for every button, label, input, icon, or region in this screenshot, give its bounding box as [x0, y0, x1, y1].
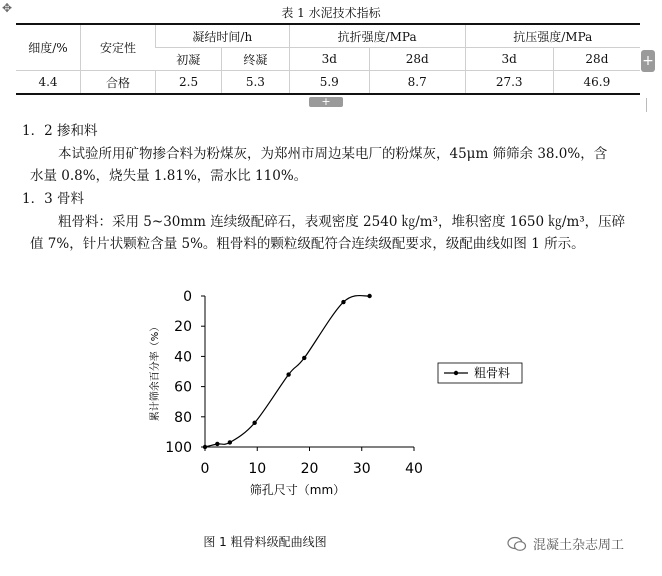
header-compressive-3d: 3d — [465, 48, 553, 71]
table-resize-edge[interactable] — [646, 98, 657, 112]
watermark-text: 混凝土杂志周工 — [533, 538, 625, 553]
cell-compressive-28d: 46.9 — [553, 71, 640, 95]
cell-fineness: 4.4 — [38, 75, 58, 89]
y-tick-label: 40 — [174, 349, 192, 366]
wechat-icon — [507, 536, 527, 552]
header-fineness: 细度/% — [16, 24, 81, 71]
section-1-3-paragraph-line-2: 值 7%，针片状颗粒含量 5%。粗骨料的颗粒级配符合连续级配要求，级配曲线如图 1 所示。 — [30, 236, 585, 252]
data-point — [252, 421, 256, 425]
x-tick-label: 30 — [352, 461, 371, 477]
legend-marker — [454, 371, 458, 375]
x-tick-label: 0 — [200, 461, 210, 477]
header-initial-set: 初凝 — [156, 48, 222, 71]
header-stability: 安定性 — [81, 24, 156, 71]
add-column-button[interactable]: + — [641, 50, 655, 72]
cell-initial-set: 2.5 — [156, 71, 222, 95]
cement-spec-table — [16, 23, 640, 95]
y-tick-label: 0 — [183, 289, 192, 305]
table-move-handle-icon[interactable]: ✥ — [2, 1, 13, 15]
cell-final-set: 5.3 — [222, 71, 290, 95]
y-tick-label: 100 — [165, 440, 192, 456]
header-flexural-28d: 28d — [369, 48, 465, 71]
header-compressive-strength: 抗压强度/MPa — [465, 24, 640, 48]
section-1-2-title: 1．2 掺和料 — [22, 123, 98, 139]
cell-flexural-28d: 8.7 — [369, 71, 465, 95]
section-1-2-paragraph-line-1: 本试验所用矿物掺合料为粉煤灰，为郑州市周边某电厂的粉煤灰，45μm 筛筛余 38.0%，含 — [58, 146, 608, 162]
add-row-button[interactable]: + — [309, 97, 343, 107]
cell-stability: 合格 — [81, 71, 156, 95]
header-flexural-strength: 抗折强度/MPa — [289, 24, 465, 48]
x-axis-label: 筛孔尺寸（mm） — [249, 483, 346, 497]
header-compressive-28d: 28d — [553, 48, 640, 71]
section-1-3-paragraph-line-1: 粗骨料：采用 5~30mm 连续级配碎石，表观密度 2540 ㎏/m³，堆积密度 1650 ㎏/m³，压碎 — [58, 214, 626, 230]
section-1-3-title: 1．3 骨料 — [22, 191, 84, 207]
figure-caption: 图 1 粗骨料级配曲线图 — [203, 535, 327, 549]
grading-curve-chart — [0, 280, 560, 510]
data-point — [203, 445, 207, 449]
watermark — [507, 534, 624, 553]
header-flexural-3d: 3d — [289, 48, 369, 71]
cell-compressive-3d: 27.3 — [465, 71, 553, 95]
y-tick-label: 60 — [174, 379, 192, 396]
cell-flexural-3d: 5.9 — [289, 71, 369, 95]
data-point — [215, 442, 219, 446]
x-tick-label: 10 — [248, 461, 267, 477]
y-tick-label: 20 — [174, 319, 192, 336]
header-final-set: 终凝 — [222, 48, 290, 71]
table-row — [16, 71, 640, 95]
data-point — [302, 356, 306, 360]
data-point — [228, 440, 232, 444]
section-1-2-paragraph-line-2: 水量 0.8%，烧失量 1.81%，需水比 110%。 — [30, 168, 308, 184]
header-setting-time: 凝结时间/h — [156, 24, 290, 48]
y-axis-label: 累计筛余百分率（%） — [150, 321, 161, 422]
series-line — [205, 296, 370, 447]
x-tick-label: 20 — [300, 461, 319, 477]
table-caption: 表 1 水泥技术指标 — [281, 6, 381, 20]
y-tick-label: 80 — [174, 409, 192, 426]
data-point — [286, 372, 290, 376]
data-point — [341, 300, 345, 304]
legend-entry: 粗骨料 — [474, 366, 511, 380]
x-tick-label: 40 — [405, 461, 423, 477]
data-point — [367, 294, 371, 298]
